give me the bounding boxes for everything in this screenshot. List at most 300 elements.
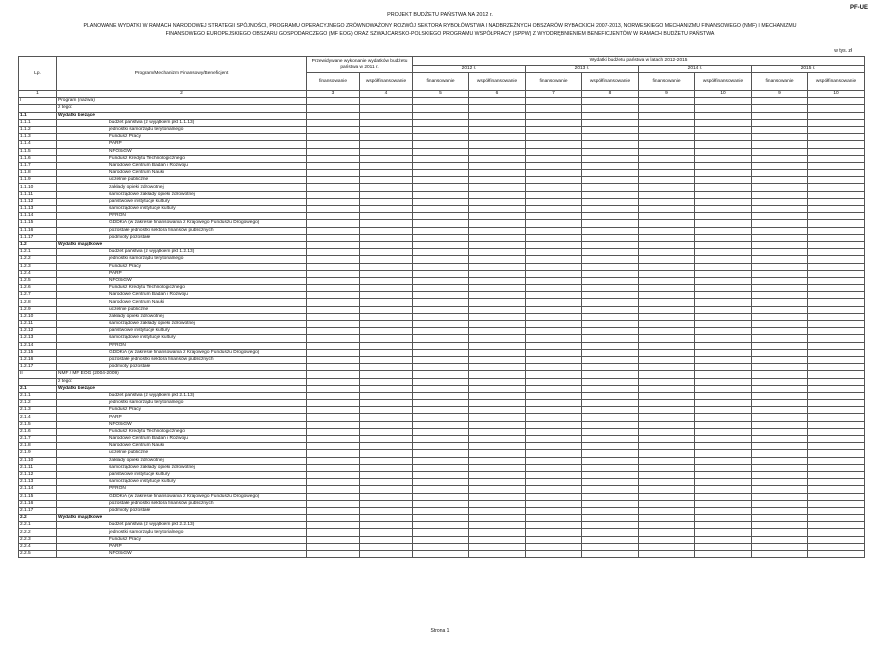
value-cell[interactable] bbox=[695, 450, 752, 457]
value-cell[interactable] bbox=[639, 364, 695, 371]
value-cell[interactable] bbox=[582, 313, 639, 320]
value-cell[interactable] bbox=[307, 486, 360, 493]
value-cell[interactable] bbox=[695, 392, 752, 399]
value-cell[interactable] bbox=[639, 522, 695, 529]
value-cell[interactable] bbox=[808, 457, 865, 464]
value-cell[interactable] bbox=[808, 299, 865, 306]
value-cell[interactable] bbox=[360, 313, 413, 320]
value-cell[interactable] bbox=[469, 529, 526, 536]
value-cell[interactable] bbox=[526, 277, 582, 284]
value-cell[interactable] bbox=[808, 184, 865, 191]
value-cell[interactable] bbox=[307, 184, 360, 191]
value-cell[interactable] bbox=[582, 400, 639, 407]
value-cell[interactable] bbox=[307, 479, 360, 486]
value-cell[interactable] bbox=[695, 321, 752, 328]
value-cell[interactable] bbox=[526, 285, 582, 292]
value-cell[interactable] bbox=[526, 263, 582, 270]
value-cell[interactable] bbox=[469, 392, 526, 399]
value-cell[interactable] bbox=[526, 392, 582, 399]
value-cell[interactable] bbox=[808, 515, 865, 522]
value-cell[interactable] bbox=[307, 191, 360, 198]
value-cell[interactable] bbox=[360, 148, 413, 155]
value-cell[interactable] bbox=[752, 285, 808, 292]
value-cell[interactable] bbox=[582, 198, 639, 205]
value-cell[interactable] bbox=[469, 421, 526, 428]
value-cell[interactable] bbox=[808, 112, 865, 119]
value-cell[interactable] bbox=[307, 471, 360, 478]
value-cell[interactable] bbox=[639, 385, 695, 392]
value-cell[interactable] bbox=[752, 436, 808, 443]
value-cell[interactable] bbox=[360, 543, 413, 550]
value-cell[interactable] bbox=[752, 234, 808, 241]
value-cell[interactable] bbox=[695, 148, 752, 155]
value-cell[interactable] bbox=[582, 177, 639, 184]
value-cell[interactable] bbox=[526, 356, 582, 363]
value-cell[interactable] bbox=[307, 112, 360, 119]
value-cell[interactable] bbox=[808, 206, 865, 213]
value-cell[interactable] bbox=[307, 177, 360, 184]
value-cell[interactable] bbox=[808, 407, 865, 414]
value-cell[interactable] bbox=[307, 263, 360, 270]
value-cell[interactable] bbox=[582, 356, 639, 363]
value-cell[interactable] bbox=[307, 249, 360, 256]
value-cell[interactable] bbox=[413, 356, 469, 363]
value-cell[interactable] bbox=[808, 464, 865, 471]
value-cell[interactable] bbox=[526, 457, 582, 464]
value-cell[interactable] bbox=[307, 400, 360, 407]
value-cell[interactable] bbox=[307, 313, 360, 320]
value-cell[interactable] bbox=[582, 141, 639, 148]
value-cell[interactable] bbox=[526, 220, 582, 227]
value-cell[interactable] bbox=[752, 227, 808, 234]
value-cell[interactable] bbox=[752, 400, 808, 407]
value-cell[interactable] bbox=[808, 256, 865, 263]
value-cell[interactable] bbox=[582, 450, 639, 457]
value-cell[interactable] bbox=[360, 400, 413, 407]
value-cell[interactable] bbox=[413, 371, 469, 378]
value-cell[interactable] bbox=[582, 414, 639, 421]
value-cell[interactable] bbox=[752, 191, 808, 198]
value-cell[interactable] bbox=[360, 277, 413, 284]
value-cell[interactable] bbox=[469, 443, 526, 450]
value-cell[interactable] bbox=[582, 364, 639, 371]
value-cell[interactable] bbox=[413, 328, 469, 335]
value-cell[interactable] bbox=[413, 148, 469, 155]
value-cell[interactable] bbox=[582, 206, 639, 213]
value-cell[interactable] bbox=[413, 414, 469, 421]
value-cell[interactable] bbox=[695, 428, 752, 435]
value-cell[interactable] bbox=[360, 522, 413, 529]
value-cell[interactable] bbox=[526, 515, 582, 522]
value-cell[interactable] bbox=[469, 184, 526, 191]
value-cell[interactable] bbox=[360, 213, 413, 220]
value-cell[interactable] bbox=[307, 536, 360, 543]
value-cell[interactable] bbox=[639, 529, 695, 536]
value-cell[interactable] bbox=[307, 321, 360, 328]
value-cell[interactable] bbox=[639, 313, 695, 320]
value-cell[interactable] bbox=[808, 119, 865, 126]
value-cell[interactable] bbox=[413, 119, 469, 126]
value-cell[interactable] bbox=[526, 378, 582, 385]
value-cell[interactable] bbox=[639, 206, 695, 213]
value-cell[interactable] bbox=[808, 486, 865, 493]
value-cell[interactable] bbox=[752, 486, 808, 493]
value-cell[interactable] bbox=[360, 443, 413, 450]
value-cell[interactable] bbox=[469, 364, 526, 371]
value-cell[interactable] bbox=[413, 400, 469, 407]
value-cell[interactable] bbox=[526, 299, 582, 306]
value-cell[interactable] bbox=[639, 378, 695, 385]
value-cell[interactable] bbox=[360, 162, 413, 169]
value-cell[interactable] bbox=[469, 328, 526, 335]
value-cell[interactable] bbox=[752, 471, 808, 478]
value-cell[interactable] bbox=[307, 464, 360, 471]
value-cell[interactable] bbox=[695, 198, 752, 205]
value-cell[interactable] bbox=[752, 500, 808, 507]
value-cell[interactable] bbox=[360, 126, 413, 133]
value-cell[interactable] bbox=[752, 335, 808, 342]
value-cell[interactable] bbox=[526, 112, 582, 119]
value-cell[interactable] bbox=[413, 464, 469, 471]
value-cell[interactable] bbox=[360, 105, 413, 112]
value-cell[interactable] bbox=[695, 349, 752, 356]
value-cell[interactable] bbox=[752, 507, 808, 514]
value-cell[interactable] bbox=[582, 464, 639, 471]
value-cell[interactable] bbox=[307, 126, 360, 133]
value-cell[interactable] bbox=[469, 141, 526, 148]
value-cell[interactable] bbox=[307, 385, 360, 392]
value-cell[interactable] bbox=[360, 500, 413, 507]
value-cell[interactable] bbox=[413, 299, 469, 306]
value-cell[interactable] bbox=[582, 184, 639, 191]
value-cell[interactable] bbox=[526, 500, 582, 507]
value-cell[interactable] bbox=[469, 522, 526, 529]
value-cell[interactable] bbox=[752, 126, 808, 133]
value-cell[interactable] bbox=[307, 407, 360, 414]
value-cell[interactable] bbox=[695, 400, 752, 407]
value-cell[interactable] bbox=[639, 328, 695, 335]
value-cell[interactable] bbox=[413, 421, 469, 428]
value-cell[interactable] bbox=[752, 407, 808, 414]
value-cell[interactable] bbox=[582, 119, 639, 126]
value-cell[interactable] bbox=[582, 170, 639, 177]
value-cell[interactable] bbox=[695, 299, 752, 306]
value-cell[interactable] bbox=[752, 299, 808, 306]
value-cell[interactable] bbox=[752, 263, 808, 270]
value-cell[interactable] bbox=[526, 493, 582, 500]
value-cell[interactable] bbox=[582, 299, 639, 306]
value-cell[interactable] bbox=[526, 471, 582, 478]
value-cell[interactable] bbox=[695, 464, 752, 471]
value-cell[interactable] bbox=[469, 198, 526, 205]
value-cell[interactable] bbox=[413, 306, 469, 313]
value-cell[interactable] bbox=[582, 536, 639, 543]
value-cell[interactable] bbox=[582, 241, 639, 248]
value-cell[interactable] bbox=[307, 328, 360, 335]
value-cell[interactable] bbox=[526, 306, 582, 313]
value-cell[interactable] bbox=[413, 263, 469, 270]
value-cell[interactable] bbox=[639, 457, 695, 464]
value-cell[interactable] bbox=[526, 241, 582, 248]
value-cell[interactable] bbox=[413, 184, 469, 191]
value-cell[interactable] bbox=[360, 536, 413, 543]
value-cell[interactable] bbox=[469, 356, 526, 363]
value-cell[interactable] bbox=[808, 126, 865, 133]
value-cell[interactable] bbox=[469, 285, 526, 292]
value-cell[interactable] bbox=[582, 263, 639, 270]
value-cell[interactable] bbox=[469, 119, 526, 126]
value-cell[interactable] bbox=[526, 364, 582, 371]
value-cell[interactable] bbox=[639, 191, 695, 198]
value-cell[interactable] bbox=[752, 256, 808, 263]
value-cell[interactable] bbox=[752, 306, 808, 313]
value-cell[interactable] bbox=[307, 349, 360, 356]
value-cell[interactable] bbox=[582, 256, 639, 263]
value-cell[interactable] bbox=[526, 148, 582, 155]
value-cell[interactable] bbox=[526, 428, 582, 435]
value-cell[interactable] bbox=[808, 356, 865, 363]
value-cell[interactable] bbox=[752, 543, 808, 550]
value-cell[interactable] bbox=[752, 414, 808, 421]
value-cell[interactable] bbox=[360, 479, 413, 486]
value-cell[interactable] bbox=[526, 371, 582, 378]
value-cell[interactable] bbox=[582, 443, 639, 450]
value-cell[interactable] bbox=[639, 126, 695, 133]
value-cell[interactable] bbox=[360, 450, 413, 457]
value-cell[interactable] bbox=[808, 141, 865, 148]
value-cell[interactable] bbox=[808, 479, 865, 486]
value-cell[interactable] bbox=[582, 385, 639, 392]
value-cell[interactable] bbox=[307, 371, 360, 378]
value-cell[interactable] bbox=[695, 515, 752, 522]
value-cell[interactable] bbox=[526, 464, 582, 471]
value-cell[interactable] bbox=[526, 155, 582, 162]
value-cell[interactable] bbox=[526, 486, 582, 493]
value-cell[interactable] bbox=[307, 543, 360, 550]
value-cell[interactable] bbox=[307, 306, 360, 313]
value-cell[interactable] bbox=[307, 392, 360, 399]
value-cell[interactable] bbox=[639, 507, 695, 514]
value-cell[interactable] bbox=[360, 206, 413, 213]
value-cell[interactable] bbox=[413, 105, 469, 112]
value-cell[interactable] bbox=[752, 421, 808, 428]
value-cell[interactable] bbox=[695, 356, 752, 363]
value-cell[interactable] bbox=[469, 105, 526, 112]
value-cell[interactable] bbox=[307, 522, 360, 529]
value-cell[interactable] bbox=[307, 227, 360, 234]
value-cell[interactable] bbox=[752, 457, 808, 464]
value-cell[interactable] bbox=[469, 234, 526, 241]
value-cell[interactable] bbox=[360, 342, 413, 349]
value-cell[interactable] bbox=[582, 134, 639, 141]
value-cell[interactable] bbox=[469, 342, 526, 349]
value-cell[interactable] bbox=[752, 364, 808, 371]
value-cell[interactable] bbox=[360, 321, 413, 328]
value-cell[interactable] bbox=[639, 134, 695, 141]
value-cell[interactable] bbox=[752, 198, 808, 205]
value-cell[interactable] bbox=[413, 134, 469, 141]
value-cell[interactable] bbox=[413, 213, 469, 220]
value-cell[interactable] bbox=[695, 436, 752, 443]
value-cell[interactable] bbox=[695, 213, 752, 220]
value-cell[interactable] bbox=[752, 112, 808, 119]
value-cell[interactable] bbox=[360, 134, 413, 141]
value-cell[interactable] bbox=[582, 515, 639, 522]
value-cell[interactable] bbox=[695, 486, 752, 493]
value-cell[interactable] bbox=[526, 234, 582, 241]
value-cell[interactable] bbox=[808, 522, 865, 529]
value-cell[interactable] bbox=[413, 98, 469, 105]
value-cell[interactable] bbox=[526, 349, 582, 356]
value-cell[interactable] bbox=[808, 155, 865, 162]
value-cell[interactable] bbox=[526, 450, 582, 457]
value-cell[interactable] bbox=[360, 507, 413, 514]
value-cell[interactable] bbox=[695, 263, 752, 270]
value-cell[interactable] bbox=[413, 471, 469, 478]
value-cell[interactable] bbox=[360, 306, 413, 313]
value-cell[interactable] bbox=[307, 234, 360, 241]
value-cell[interactable] bbox=[469, 220, 526, 227]
value-cell[interactable] bbox=[526, 292, 582, 299]
value-cell[interactable] bbox=[695, 443, 752, 450]
value-cell[interactable] bbox=[808, 342, 865, 349]
value-cell[interactable] bbox=[752, 292, 808, 299]
value-cell[interactable] bbox=[582, 220, 639, 227]
value-cell[interactable] bbox=[469, 349, 526, 356]
value-cell[interactable] bbox=[469, 500, 526, 507]
value-cell[interactable] bbox=[582, 335, 639, 342]
value-cell[interactable] bbox=[695, 227, 752, 234]
value-cell[interactable] bbox=[469, 507, 526, 514]
value-cell[interactable] bbox=[639, 551, 695, 558]
value-cell[interactable] bbox=[695, 112, 752, 119]
value-cell[interactable] bbox=[526, 98, 582, 105]
value-cell[interactable] bbox=[695, 479, 752, 486]
value-cell[interactable] bbox=[526, 407, 582, 414]
value-cell[interactable] bbox=[526, 227, 582, 234]
value-cell[interactable] bbox=[307, 162, 360, 169]
value-cell[interactable] bbox=[360, 191, 413, 198]
value-cell[interactable] bbox=[469, 551, 526, 558]
value-cell[interactable] bbox=[695, 177, 752, 184]
value-cell[interactable] bbox=[582, 421, 639, 428]
value-cell[interactable] bbox=[469, 479, 526, 486]
value-cell[interactable] bbox=[360, 392, 413, 399]
value-cell[interactable] bbox=[360, 256, 413, 263]
value-cell[interactable] bbox=[808, 328, 865, 335]
value-cell[interactable] bbox=[469, 464, 526, 471]
value-cell[interactable] bbox=[639, 119, 695, 126]
value-cell[interactable] bbox=[582, 126, 639, 133]
value-cell[interactable] bbox=[469, 227, 526, 234]
value-cell[interactable] bbox=[413, 227, 469, 234]
value-cell[interactable] bbox=[808, 213, 865, 220]
value-cell[interactable] bbox=[808, 105, 865, 112]
value-cell[interactable] bbox=[582, 392, 639, 399]
value-cell[interactable] bbox=[413, 198, 469, 205]
value-cell[interactable] bbox=[639, 321, 695, 328]
value-cell[interactable] bbox=[526, 385, 582, 392]
value-cell[interactable] bbox=[360, 378, 413, 385]
value-cell[interactable] bbox=[695, 119, 752, 126]
value-cell[interactable] bbox=[752, 551, 808, 558]
value-cell[interactable] bbox=[639, 277, 695, 284]
value-cell[interactable] bbox=[808, 421, 865, 428]
value-cell[interactable] bbox=[526, 256, 582, 263]
value-cell[interactable] bbox=[695, 371, 752, 378]
value-cell[interactable] bbox=[469, 378, 526, 385]
value-cell[interactable] bbox=[639, 450, 695, 457]
value-cell[interactable] bbox=[360, 249, 413, 256]
value-cell[interactable] bbox=[526, 198, 582, 205]
value-cell[interactable] bbox=[360, 234, 413, 241]
value-cell[interactable] bbox=[582, 378, 639, 385]
value-cell[interactable] bbox=[808, 313, 865, 320]
value-cell[interactable] bbox=[469, 493, 526, 500]
value-cell[interactable] bbox=[307, 515, 360, 522]
value-cell[interactable] bbox=[582, 155, 639, 162]
value-cell[interactable] bbox=[639, 177, 695, 184]
value-cell[interactable] bbox=[360, 335, 413, 342]
value-cell[interactable] bbox=[413, 443, 469, 450]
value-cell[interactable] bbox=[469, 306, 526, 313]
value-cell[interactable] bbox=[752, 184, 808, 191]
value-cell[interactable] bbox=[526, 313, 582, 320]
value-cell[interactable] bbox=[360, 292, 413, 299]
value-cell[interactable] bbox=[413, 479, 469, 486]
value-cell[interactable] bbox=[582, 227, 639, 234]
value-cell[interactable] bbox=[413, 256, 469, 263]
value-cell[interactable] bbox=[307, 356, 360, 363]
value-cell[interactable] bbox=[639, 241, 695, 248]
value-cell[interactable] bbox=[639, 464, 695, 471]
value-cell[interactable] bbox=[808, 170, 865, 177]
value-cell[interactable] bbox=[469, 335, 526, 342]
value-cell[interactable] bbox=[639, 543, 695, 550]
value-cell[interactable] bbox=[307, 256, 360, 263]
value-cell[interactable] bbox=[695, 457, 752, 464]
value-cell[interactable] bbox=[695, 162, 752, 169]
value-cell[interactable] bbox=[307, 421, 360, 428]
value-cell[interactable] bbox=[307, 285, 360, 292]
value-cell[interactable] bbox=[526, 184, 582, 191]
value-cell[interactable] bbox=[413, 436, 469, 443]
value-cell[interactable] bbox=[307, 507, 360, 514]
value-cell[interactable] bbox=[360, 98, 413, 105]
value-cell[interactable] bbox=[808, 241, 865, 248]
value-cell[interactable] bbox=[752, 177, 808, 184]
value-cell[interactable] bbox=[582, 342, 639, 349]
value-cell[interactable] bbox=[695, 551, 752, 558]
value-cell[interactable] bbox=[413, 220, 469, 227]
value-cell[interactable] bbox=[695, 234, 752, 241]
value-cell[interactable] bbox=[695, 529, 752, 536]
value-cell[interactable] bbox=[639, 407, 695, 414]
value-cell[interactable] bbox=[752, 105, 808, 112]
value-cell[interactable] bbox=[360, 299, 413, 306]
value-cell[interactable] bbox=[752, 321, 808, 328]
value-cell[interactable] bbox=[639, 515, 695, 522]
value-cell[interactable] bbox=[752, 493, 808, 500]
value-cell[interactable] bbox=[360, 227, 413, 234]
value-cell[interactable] bbox=[808, 493, 865, 500]
value-cell[interactable] bbox=[526, 529, 582, 536]
value-cell[interactable] bbox=[413, 385, 469, 392]
value-cell[interactable] bbox=[307, 443, 360, 450]
value-cell[interactable] bbox=[526, 177, 582, 184]
value-cell[interactable] bbox=[639, 335, 695, 342]
value-cell[interactable] bbox=[695, 285, 752, 292]
